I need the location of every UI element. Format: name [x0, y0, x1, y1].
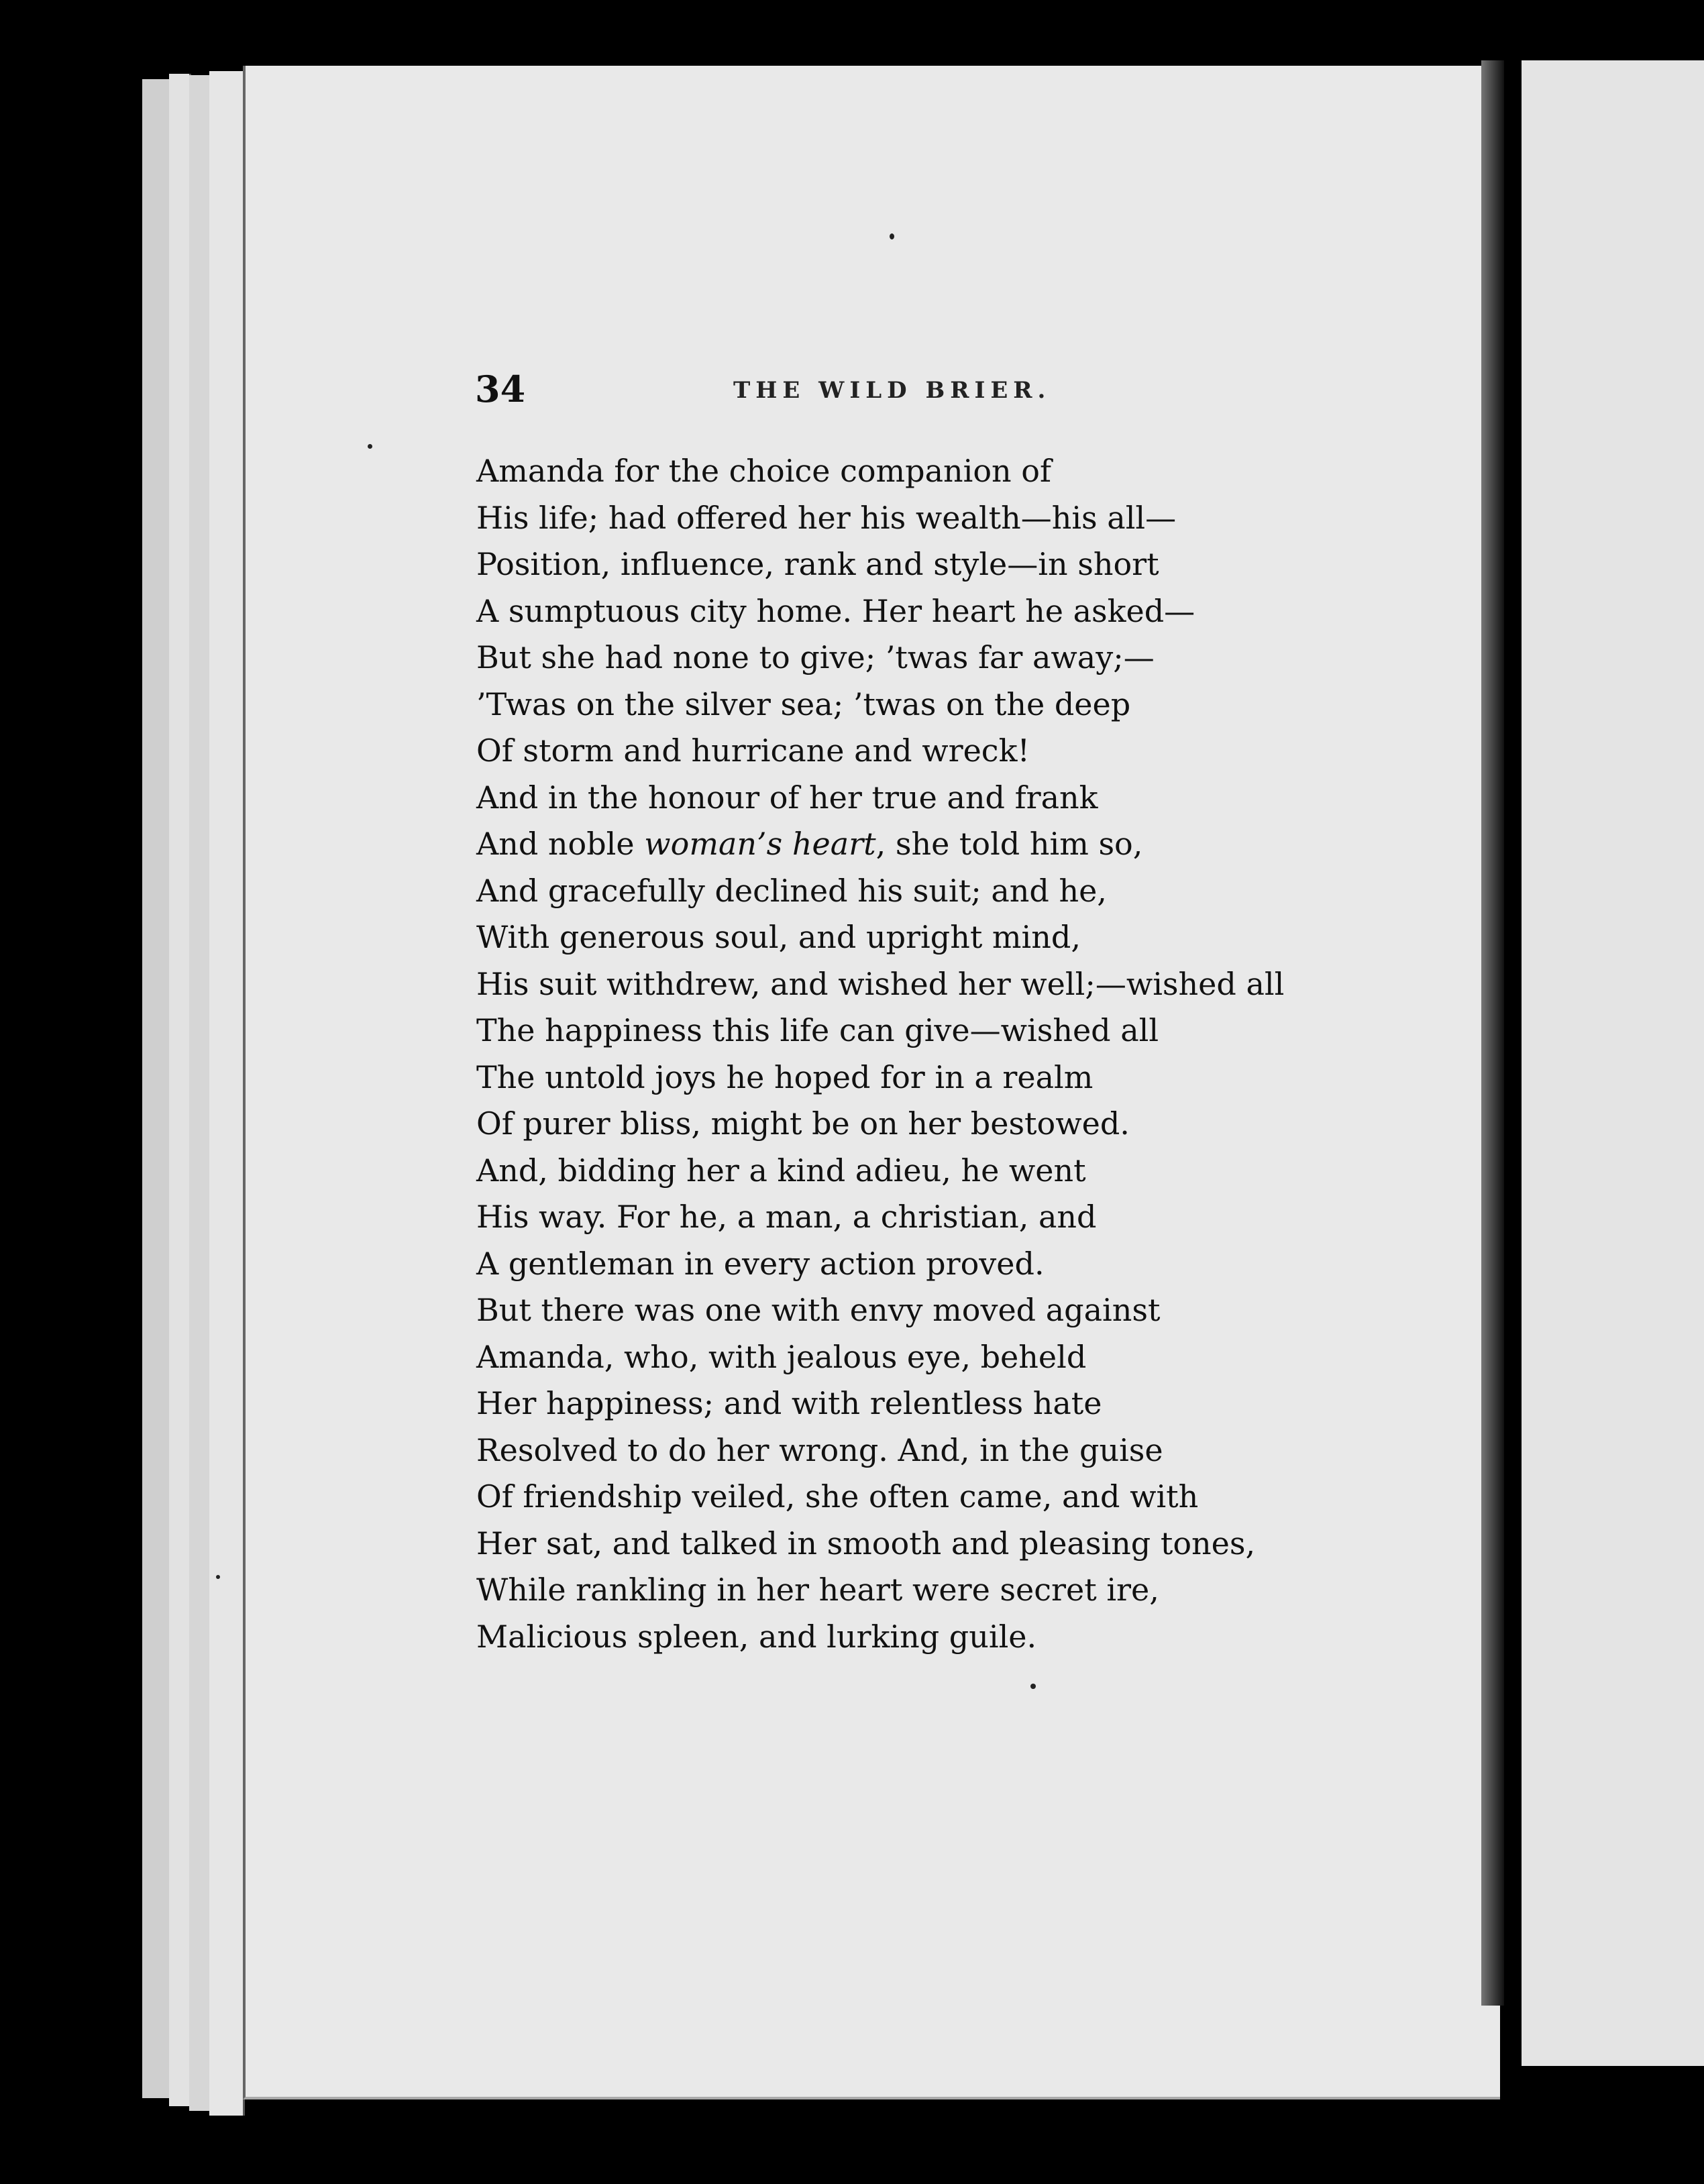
page-edge [142, 79, 171, 2098]
poem-line: A sumptuous city home. Her heart he asked— [476, 592, 1195, 629]
poem-line [476, 821, 1315, 868]
poem-line: A gentleman in every action proved. [476, 1245, 1045, 1282]
poem-line: Of purer bliss, might be on her bestowed. [476, 1105, 1130, 1142]
poem-line: His life; had offered her his wealth—his all— [476, 499, 1177, 536]
page-edge [189, 75, 211, 2111]
page-number: 34 [475, 368, 526, 411]
book-title: THE WILD BRIER. [733, 377, 1051, 404]
poem-line: Of friendship veiled, she often came, and with [476, 1478, 1199, 1515]
poem-line: Her happiness; and with relentless hate [476, 1385, 1102, 1421]
page-edge [209, 71, 245, 2116]
poem-line: The happiness this life can give—wished all [476, 1012, 1159, 1048]
poem-text [476, 448, 1315, 1660]
poem-line: Amanda, who, with jealous eye, beheld [476, 1338, 1087, 1375]
poem-line: But there was one with envy moved against [476, 1292, 1161, 1328]
ink-speck [1030, 1684, 1036, 1689]
poem-line-text: And noble [476, 826, 645, 862]
poem-line: Malicious spleen, and lurking guile. [476, 1618, 1037, 1655]
ink-speck [216, 1575, 220, 1579]
poem-line: Resolved to do her wrong. And, in the guise [476, 1431, 1163, 1468]
ink-speck [368, 444, 372, 449]
poem-line: Her sat, and talked in smooth and pleasing tones, [476, 1525, 1256, 1562]
poem-line-italic: woman’s heart [644, 826, 876, 862]
poem-line: And, bidding her a kind adieu, he went [476, 1152, 1086, 1189]
page-edge [169, 74, 191, 2106]
poem-line: But she had none to give; ’twas far away;— [476, 639, 1155, 675]
poem-line: While rankling in her heart were secret ire, [476, 1572, 1159, 1608]
gutter-shadow [1481, 60, 1504, 2006]
poem-line: Of storm and hurricane and wreck! [476, 732, 1030, 769]
running-head [475, 368, 1683, 421]
poem-line: And gracefully declined his suit; and he, [476, 872, 1107, 909]
poem-line: ’Twas on the silver sea; ’twas on the deep [476, 686, 1131, 722]
poem-line: Position, influence, rank and style—in short [476, 546, 1159, 582]
ink-speck [890, 233, 894, 239]
poem-line-text: , she told him so, [875, 826, 1143, 862]
poem-line: And in the honour of her true and frank [476, 779, 1098, 816]
poem-line: Amanda for the choice companion of [476, 453, 1052, 489]
poem-line: His way. For he, a man, a christian, and [476, 1199, 1097, 1235]
poem-line: The untold joys he hoped for in a realm [476, 1058, 1094, 1095]
poem-line: His suit withdrew, and wished her well;—wished all [476, 965, 1285, 1002]
poem-line: With generous soul, and upright mind, [476, 919, 1081, 955]
facing-page [1522, 60, 1704, 2066]
